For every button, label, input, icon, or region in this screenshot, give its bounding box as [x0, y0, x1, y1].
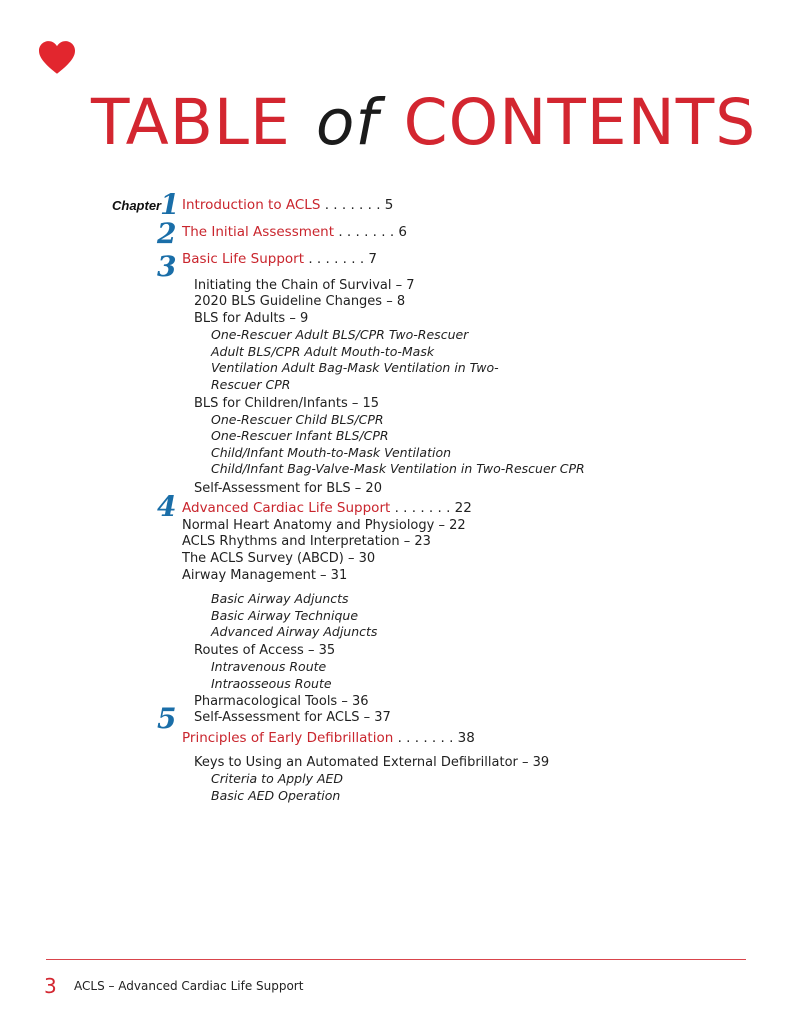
toc-subitem: Rescuer CPR — [211, 377, 291, 392]
toc-item[interactable]: BLS for Children/Infants – 15 — [194, 396, 380, 411]
page-number: 6 — [398, 224, 408, 240]
chapter-number-3: 3 — [157, 250, 177, 283]
leader-dots: . . . . . . . — [338, 224, 395, 240]
footer-page-number: 3 — [44, 974, 57, 998]
chapter-number-1: 1 — [160, 188, 180, 221]
chapter-title: Principles of Early Defibrillation — [182, 730, 394, 746]
toc-item[interactable]: Self-Assessment for ACLS – 37 — [194, 710, 391, 725]
toc-item[interactable]: Normal Heart Anatomy and Physiology – 22 — [182, 518, 466, 533]
chapter-label: Chapter — [112, 198, 162, 213]
leader-dots: . . . . . . . — [397, 730, 454, 746]
toc-subitem: One-Rescuer Child BLS/CPR — [211, 412, 384, 427]
toc-item[interactable]: Self-Assessment for BLS – 20 — [194, 481, 382, 496]
chapter-5-entry[interactable] — [182, 730, 475, 746]
chapter-title: Introduction to ACLS — [182, 197, 321, 213]
toc-subitem: One-Rescuer Infant BLS/CPR — [211, 428, 389, 443]
toc-subitem: Child/Infant Bag-Valve-Mask Ventilation in Two-Rescuer CPR — [211, 461, 585, 476]
chapter-number-5: 5 — [157, 702, 177, 735]
toc-item[interactable]: Airway Management – 31 — [182, 568, 348, 583]
toc-subitem: Advanced Airway Adjuncts — [211, 624, 378, 639]
chapter-2-entry[interactable] — [182, 224, 407, 240]
toc-item[interactable]: Routes of Access – 35 — [194, 643, 336, 658]
toc-subitem: Criteria to Apply AED — [211, 771, 344, 786]
footer-divider — [46, 959, 746, 960]
chapter-title: The Initial Assessment — [182, 224, 335, 240]
toc-subitem: Basic AED Operation — [211, 788, 341, 803]
toc-subitem: Intraosseous Route — [211, 676, 332, 691]
heart-icon — [39, 41, 75, 75]
toc-item[interactable]: Initiating the Chain of Survival – 7 — [194, 278, 415, 293]
toc-subitem: Ventilation Adult Bag-Mask Ventilation in Two- — [211, 360, 499, 375]
title-table: TABLE — [91, 86, 291, 159]
toc-item[interactable]: BLS for Adults – 9 — [194, 311, 309, 326]
toc-subitem: Basic Airway Adjuncts — [211, 591, 349, 606]
toc-item[interactable]: The ACLS Survey (ABCD) – 30 — [182, 551, 376, 566]
title-contents: CONTENTS — [403, 86, 757, 159]
page-number: 5 — [384, 197, 394, 213]
toc-item[interactable]: 2020 BLS Guideline Changes – 8 — [194, 294, 406, 309]
chapter-number-2: 2 — [157, 217, 177, 250]
toc-subitem: Basic Airway Technique — [211, 608, 359, 623]
title-of: of — [315, 86, 379, 159]
page-number: 7 — [368, 251, 378, 267]
chapter-1-entry[interactable] — [182, 197, 393, 213]
toc-item[interactable]: ACLS Rhythms and Interpretation – 23 — [182, 534, 431, 549]
chapter-title: Advanced Cardiac Life Support — [182, 500, 391, 516]
page-number: 22 — [454, 500, 472, 516]
chapter-number-4: 4 — [157, 490, 177, 523]
leader-dots: . . . . . . . — [394, 500, 451, 516]
chapter-title: Basic Life Support — [182, 251, 305, 267]
page-title — [91, 86, 756, 159]
toc-subitem: Adult BLS/CPR Adult Mouth-to-Mask — [211, 344, 435, 359]
chapter-3-entry[interactable] — [182, 251, 377, 267]
toc-item[interactable]: Keys to Using an Automated External Defibrillator – 39 — [194, 755, 550, 770]
chapter-4-entry[interactable] — [182, 500, 472, 516]
footer-title: ACLS – Advanced Cardiac Life Support — [74, 979, 304, 993]
toc-item[interactable]: Pharmacological Tools – 36 — [194, 694, 369, 709]
leader-dots: . . . . . . . — [324, 197, 381, 213]
leader-dots: . . . . . . . — [308, 251, 365, 267]
toc-subitem: Child/Infant Mouth-to-Mask Ventilation — [211, 445, 452, 460]
toc-subitem: Intravenous Route — [211, 659, 327, 674]
toc-subitem: One-Rescuer Adult BLS/CPR Two-Rescuer — [211, 327, 469, 342]
page-number: 38 — [457, 730, 475, 746]
